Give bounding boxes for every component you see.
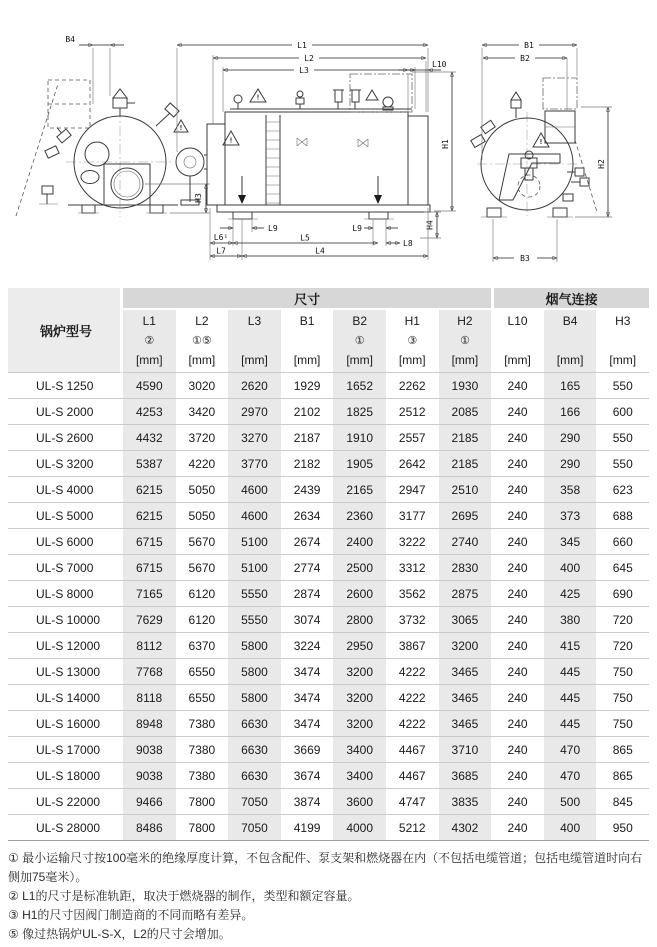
value-cell: 2360 xyxy=(333,503,386,529)
front-end-view xyxy=(16,35,210,217)
value-cell: 2695 xyxy=(439,503,492,529)
dim-label-b2: B2 xyxy=(520,53,530,63)
value-cell: 240 xyxy=(491,633,544,659)
value-cell: 865 xyxy=(596,763,649,789)
value-cell: 2510 xyxy=(439,477,492,503)
value-cell: 6215 xyxy=(123,477,176,503)
value-cell: 2557 xyxy=(386,425,439,451)
value-cell: 6630 xyxy=(228,763,281,789)
value-cell: 7800 xyxy=(176,815,229,841)
pressure-gauge-icon xyxy=(234,95,242,103)
ladder-icon xyxy=(266,122,280,203)
value-cell: 3674 xyxy=(281,763,334,789)
value-cell: 1929 xyxy=(281,373,334,399)
value-cell: 2185 xyxy=(439,451,492,477)
value-cell: 6550 xyxy=(176,685,229,711)
valve-icon xyxy=(358,139,368,147)
value-cell: 6630 xyxy=(228,737,281,763)
column-header-L3: L3 [mm] xyxy=(228,310,281,373)
value-cell: 2950 xyxy=(333,633,386,659)
value-cell: 4302 xyxy=(439,815,492,841)
value-cell: 2800 xyxy=(333,607,386,633)
value-cell: 3270 xyxy=(228,425,281,451)
dim-label-l10: L10 xyxy=(432,60,447,69)
value-cell: 6215 xyxy=(123,503,176,529)
value-cell: 3420 xyxy=(176,399,229,425)
value-cell: 5100 xyxy=(228,529,281,555)
svg-text:!: ! xyxy=(538,138,544,146)
value-cell: 240 xyxy=(491,815,544,841)
value-cell: 240 xyxy=(491,477,544,503)
value-cell: 2439 xyxy=(281,477,334,503)
table-row xyxy=(8,763,649,789)
value-cell: 425 xyxy=(544,581,597,607)
value-cell: 7050 xyxy=(228,815,281,841)
value-cell: 1652 xyxy=(333,373,386,399)
value-cell: 2947 xyxy=(386,477,439,503)
value-cell: 845 xyxy=(596,789,649,815)
value-cell: 8486 xyxy=(123,815,176,841)
table-row xyxy=(8,789,649,815)
side-view xyxy=(176,41,456,260)
dim-label-b1: B1 xyxy=(524,40,534,50)
value-cell: 8118 xyxy=(123,685,176,711)
table-row xyxy=(8,581,649,607)
value-cell: 3200 xyxy=(333,659,386,685)
value-cell: 3474 xyxy=(281,711,334,737)
value-cell: 690 xyxy=(596,581,649,607)
value-cell: 3874 xyxy=(281,789,334,815)
value-cell: 6630 xyxy=(228,711,281,737)
model-column-header: 锅炉型号 xyxy=(8,288,123,373)
value-cell: 240 xyxy=(491,789,544,815)
value-cell: 2874 xyxy=(281,581,334,607)
value-cell: 240 xyxy=(491,503,544,529)
table-row xyxy=(8,607,649,633)
value-cell: 750 xyxy=(596,685,649,711)
value-cell: 5050 xyxy=(176,477,229,503)
value-cell: 6550 xyxy=(176,659,229,685)
flue-group-header: 烟气连接 xyxy=(491,288,649,310)
value-cell: 2102 xyxy=(281,399,334,425)
value-cell: 3720 xyxy=(176,425,229,451)
value-cell: 550 xyxy=(596,451,649,477)
column-header-B1: B1 [mm] xyxy=(281,310,334,373)
value-cell: 750 xyxy=(596,659,649,685)
warning-triangle-icon xyxy=(366,90,378,100)
value-cell: 2165 xyxy=(333,477,386,503)
model-cell: UL-S 18000 xyxy=(8,763,123,789)
value-cell: 645 xyxy=(596,555,649,581)
value-cell: 240 xyxy=(491,451,544,477)
value-cell: 240 xyxy=(491,555,544,581)
value-cell: 1825 xyxy=(333,399,386,425)
model-cell: UL-S 10000 xyxy=(8,607,123,633)
column-header-H1: H1 ③ [mm] xyxy=(386,310,439,373)
value-cell: 3710 xyxy=(439,737,492,763)
model-cell: UL-S 16000 xyxy=(8,711,123,737)
column-header-L2: L2 ①⑤ [mm] xyxy=(176,310,229,373)
pump-icon xyxy=(383,97,393,107)
model-cell: UL-S 28000 xyxy=(8,815,123,841)
value-cell: 240 xyxy=(491,581,544,607)
model-cell: UL-S 14000 xyxy=(8,685,123,711)
value-cell: 5550 xyxy=(228,607,281,633)
model-cell: UL-S 2000 xyxy=(8,399,123,425)
value-cell: 4222 xyxy=(386,659,439,685)
valve-icon xyxy=(297,138,307,146)
value-cell: 9038 xyxy=(123,763,176,789)
value-cell: 240 xyxy=(491,373,544,399)
column-header-L1: L1 ② [mm] xyxy=(123,310,176,373)
value-cell: 5212 xyxy=(386,815,439,841)
value-cell: 9038 xyxy=(123,737,176,763)
value-cell: 1905 xyxy=(333,451,386,477)
value-cell: 3685 xyxy=(439,763,492,789)
model-cell: UL-S 4000 xyxy=(8,477,123,503)
value-cell: 7629 xyxy=(123,607,176,633)
value-cell: 4222 xyxy=(386,711,439,737)
value-cell: 3177 xyxy=(386,503,439,529)
dim-label-l4: L4 xyxy=(315,246,325,256)
column-header-B2: B2 ① [mm] xyxy=(333,310,386,373)
value-cell: 3465 xyxy=(439,711,492,737)
table-row xyxy=(8,737,649,763)
group-header-row xyxy=(8,288,649,310)
value-cell: 3474 xyxy=(281,685,334,711)
value-cell: 600 xyxy=(596,399,649,425)
dim-label-l3: L3 xyxy=(299,65,309,75)
flue-outlet-icon xyxy=(111,168,143,200)
value-cell: 3835 xyxy=(439,789,492,815)
dim-label-l6: L6¹ xyxy=(213,233,229,242)
value-cell: 2400 xyxy=(333,529,386,555)
model-cell: UL-S 12000 xyxy=(8,633,123,659)
value-cell: 2830 xyxy=(439,555,492,581)
rear-end-view xyxy=(471,41,612,263)
svg-text:!: ! xyxy=(228,136,234,145)
dim-label-b3: B3 xyxy=(520,254,530,263)
value-cell: 7050 xyxy=(228,789,281,815)
value-cell: 4199 xyxy=(281,815,334,841)
value-cell: 2774 xyxy=(281,555,334,581)
value-cell: 240 xyxy=(491,659,544,685)
value-cell: 2875 xyxy=(439,581,492,607)
table-row xyxy=(8,529,649,555)
value-cell: 1910 xyxy=(333,425,386,451)
value-cell: 5800 xyxy=(228,685,281,711)
svg-text:!: ! xyxy=(255,93,261,102)
value-cell: 5670 xyxy=(176,529,229,555)
value-cell: 2185 xyxy=(439,425,492,451)
value-cell: 550 xyxy=(596,373,649,399)
value-cell: 500 xyxy=(544,789,597,815)
dim-label-l7: L7 xyxy=(216,246,226,256)
value-cell: 3474 xyxy=(281,659,334,685)
value-cell: 5800 xyxy=(228,633,281,659)
value-cell: 2970 xyxy=(228,399,281,425)
value-cell: 6120 xyxy=(176,581,229,607)
value-cell: 3200 xyxy=(333,711,386,737)
dimensions-group-header: 尺寸 xyxy=(123,288,491,310)
dim-label-b4: B4 xyxy=(65,35,75,44)
value-cell: 240 xyxy=(491,607,544,633)
value-cell: 5387 xyxy=(123,451,176,477)
value-cell: 240 xyxy=(491,711,544,737)
value-cell: 2642 xyxy=(386,451,439,477)
value-cell: 345 xyxy=(544,529,597,555)
boiler-technical-drawing xyxy=(0,8,657,278)
safety-valve-icon xyxy=(511,92,521,100)
column-header-H2: H2 ① [mm] xyxy=(439,310,492,373)
table-row xyxy=(8,633,649,659)
value-cell: 2620 xyxy=(228,373,281,399)
footnote: ③ H1的尺寸因阀门制造商的不同而略有差异。 xyxy=(8,908,254,922)
value-cell: 240 xyxy=(491,529,544,555)
value-cell: 240 xyxy=(491,685,544,711)
value-cell: 950 xyxy=(596,815,649,841)
value-cell: 5800 xyxy=(228,659,281,685)
value-cell: 470 xyxy=(544,737,597,763)
value-cell: 4253 xyxy=(123,399,176,425)
value-cell: 6120 xyxy=(176,607,229,633)
value-cell: 358 xyxy=(544,477,597,503)
value-cell: 4222 xyxy=(386,685,439,711)
value-cell: 8112 xyxy=(123,633,176,659)
value-cell: 865 xyxy=(596,737,649,763)
value-cell: 6715 xyxy=(123,529,176,555)
safety-valve-icon xyxy=(113,89,127,98)
column-header-H3: H3 [mm] xyxy=(596,310,649,373)
value-cell: 9466 xyxy=(123,789,176,815)
table-row xyxy=(8,555,649,581)
dim-label-l2: L2 xyxy=(304,53,314,63)
value-cell: 415 xyxy=(544,633,597,659)
burner-plate-icon xyxy=(499,154,560,200)
value-cell: 7380 xyxy=(176,711,229,737)
column-header-L10: L10 [mm] xyxy=(491,310,544,373)
table-row xyxy=(8,711,649,737)
value-cell: 3669 xyxy=(281,737,334,763)
footnote: ① 最小运输尺寸按100毫米的绝缘厚度计算，不包含配件、泵支架和燃烧器在内（不包括电缆管道；包括电缆管道时向右侧加75毫米）。 xyxy=(8,851,643,884)
value-cell: 7768 xyxy=(123,659,176,685)
value-cell: 660 xyxy=(596,529,649,555)
value-cell: 240 xyxy=(491,425,544,451)
value-cell: 5670 xyxy=(176,555,229,581)
dim-label-l1: L1 xyxy=(297,40,307,50)
value-cell: 4590 xyxy=(123,373,176,399)
value-cell: 240 xyxy=(491,763,544,789)
value-cell: 7380 xyxy=(176,737,229,763)
dim-label-l8: L8 xyxy=(403,239,413,248)
value-cell: 240 xyxy=(491,399,544,425)
value-cell: 6370 xyxy=(176,633,229,659)
table-row xyxy=(8,373,649,399)
table-row xyxy=(8,451,649,477)
value-cell: 2634 xyxy=(281,503,334,529)
value-cell: 3600 xyxy=(333,789,386,815)
dim-label-h4: H4 xyxy=(425,220,435,230)
table-row xyxy=(8,425,649,451)
model-cell: UL-S 7000 xyxy=(8,555,123,581)
value-cell: 4220 xyxy=(176,451,229,477)
value-cell: 5100 xyxy=(228,555,281,581)
value-cell: 166 xyxy=(544,399,597,425)
value-cell: 720 xyxy=(596,607,649,633)
model-cell: UL-S 5000 xyxy=(8,503,123,529)
value-cell: 750 xyxy=(596,711,649,737)
value-cell: 2600 xyxy=(333,581,386,607)
table-row xyxy=(8,659,649,685)
value-cell: 3400 xyxy=(333,737,386,763)
value-cell: 4467 xyxy=(386,763,439,789)
model-cell: UL-S 6000 xyxy=(8,529,123,555)
value-cell: 373 xyxy=(544,503,597,529)
dim-label-h3: H3 xyxy=(194,193,203,203)
value-cell: 5050 xyxy=(176,503,229,529)
dim-label-h2: H2 xyxy=(597,159,606,169)
value-cell: 3200 xyxy=(439,633,492,659)
table-row xyxy=(8,815,649,841)
value-cell: 3770 xyxy=(228,451,281,477)
value-cell: 5550 xyxy=(228,581,281,607)
value-cell: 470 xyxy=(544,763,597,789)
table-row xyxy=(8,503,649,529)
model-cell: UL-S 1250 xyxy=(8,373,123,399)
support-arrow-icon xyxy=(374,195,382,204)
value-cell: 623 xyxy=(596,477,649,503)
value-cell: 2085 xyxy=(439,399,492,425)
dim-label-l5: L5 xyxy=(300,233,310,243)
value-cell: 7165 xyxy=(123,581,176,607)
value-cell: 3312 xyxy=(386,555,439,581)
footnote: ② L1的尺寸是标准轨距，取决于燃烧器的制作，类型和额定容量。 xyxy=(8,889,360,903)
value-cell: 1930 xyxy=(439,373,492,399)
burner-icon xyxy=(176,148,204,176)
value-cell: 445 xyxy=(544,685,597,711)
value-cell: 8948 xyxy=(123,711,176,737)
value-cell: 3222 xyxy=(386,529,439,555)
value-cell: 3867 xyxy=(386,633,439,659)
value-cell: 165 xyxy=(544,373,597,399)
svg-text:!: ! xyxy=(178,124,184,132)
value-cell: 2182 xyxy=(281,451,334,477)
table-row xyxy=(8,685,649,711)
value-cell: 550 xyxy=(596,425,649,451)
boiler-dimensions-table xyxy=(8,288,649,841)
dim-label-l9-right: L9 xyxy=(352,224,362,233)
value-cell: 2674 xyxy=(281,529,334,555)
value-cell: 7380 xyxy=(176,763,229,789)
footnotes xyxy=(8,849,649,944)
table-body xyxy=(8,373,649,841)
value-cell: 3465 xyxy=(439,685,492,711)
boiler-drawing-svg xyxy=(0,8,657,278)
dim-label-l9-left: L9 xyxy=(268,224,278,233)
value-cell: 2500 xyxy=(333,555,386,581)
table-row xyxy=(8,399,649,425)
value-cell: 6715 xyxy=(123,555,176,581)
value-cell: 445 xyxy=(544,711,597,737)
value-cell: 3562 xyxy=(386,581,439,607)
value-cell: 380 xyxy=(544,607,597,633)
value-cell: 4432 xyxy=(123,425,176,451)
value-cell: 3224 xyxy=(281,633,334,659)
value-cell: 400 xyxy=(544,815,597,841)
model-cell: UL-S 22000 xyxy=(8,789,123,815)
value-cell: 3732 xyxy=(386,607,439,633)
value-cell: 400 xyxy=(544,555,597,581)
value-cell: 3200 xyxy=(333,685,386,711)
value-cell: 688 xyxy=(596,503,649,529)
model-cell: UL-S 2600 xyxy=(8,425,123,451)
value-cell: 2740 xyxy=(439,529,492,555)
support-arrow-icon xyxy=(238,195,246,204)
value-cell: 4600 xyxy=(228,503,281,529)
value-cell: 4000 xyxy=(333,815,386,841)
value-cell: 7800 xyxy=(176,789,229,815)
value-cell: 4747 xyxy=(386,789,439,815)
value-cell: 3400 xyxy=(333,763,386,789)
value-cell: 290 xyxy=(544,425,597,451)
value-cell: 2187 xyxy=(281,425,334,451)
value-cell: 290 xyxy=(544,451,597,477)
column-header-B4: B4 [mm] xyxy=(544,310,597,373)
model-cell: UL-S 13000 xyxy=(8,659,123,685)
value-cell: 240 xyxy=(491,737,544,763)
dim-label-h1: H1 xyxy=(441,139,450,149)
value-cell: 445 xyxy=(544,659,597,685)
model-cell: UL-S 17000 xyxy=(8,737,123,763)
table-row xyxy=(8,477,649,503)
value-cell: 3074 xyxy=(281,607,334,633)
value-cell: 720 xyxy=(596,633,649,659)
value-cell: 3020 xyxy=(176,373,229,399)
footnote: ⑤ 像过热锅炉UL-S-X，L2的尺寸会增加。 xyxy=(8,927,231,941)
value-cell: 2262 xyxy=(386,373,439,399)
value-cell: 2512 xyxy=(386,399,439,425)
value-cell: 4600 xyxy=(228,477,281,503)
value-cell: 3465 xyxy=(439,659,492,685)
value-cell: 3065 xyxy=(439,607,492,633)
model-cell: UL-S 8000 xyxy=(8,581,123,607)
value-cell: 4467 xyxy=(386,737,439,763)
model-cell: UL-S 3200 xyxy=(8,451,123,477)
